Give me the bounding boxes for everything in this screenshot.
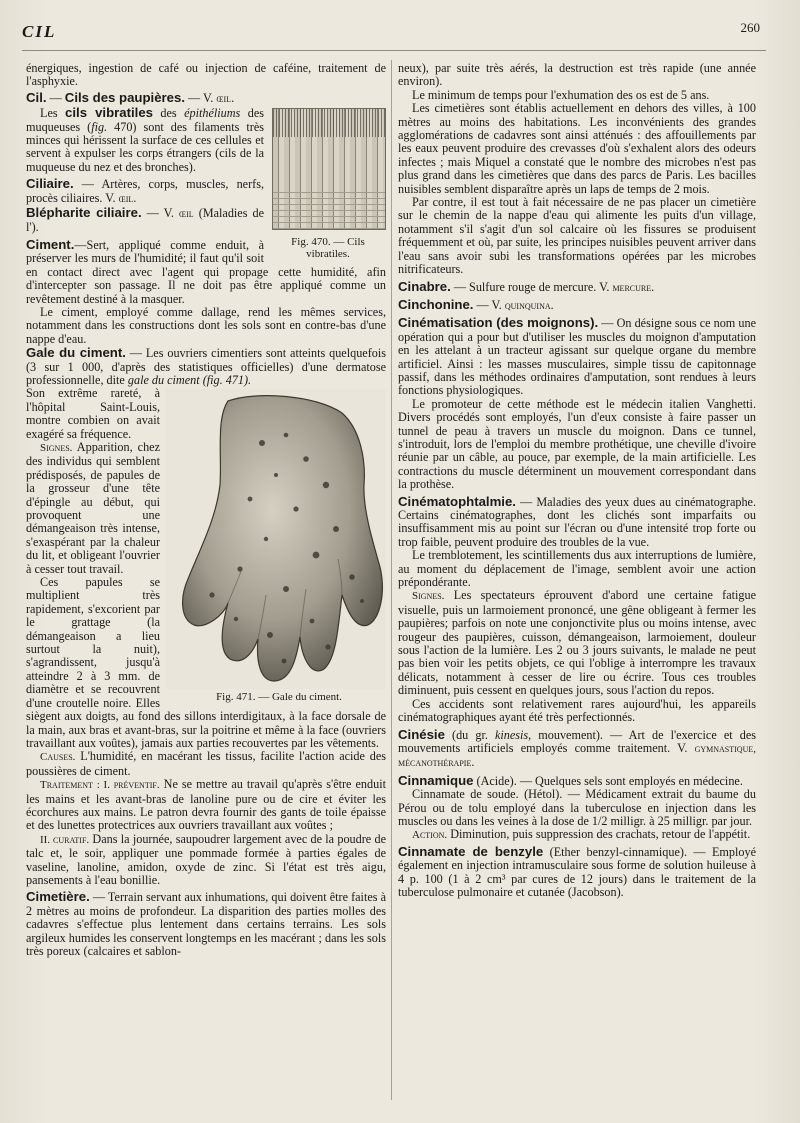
text: Apparition, chez des individus qui semblent prédisposés, de papules de la grosseur d'une tête d'épingle au début, qui provoquent une démangeaison très intense, s'exaspérant par la chaleur du lit, et obligeant l'ouvrier à cesser tout travail. <box>26 439 160 576</box>
section-label: Causes. <box>40 751 76 764</box>
figure-caption: Fig. 471. — Gale du ciment. <box>216 691 342 704</box>
running-head: CIL <box>22 22 57 41</box>
entry-signes <box>398 589 756 697</box>
text: Ne se mettre au travail qu'après s'être enduit les mains et les avant-bras de lanoline pure ou de cire et éviter les écorchures aux mains. Le patron devra fournir des gants de toile épaisse et des lunettes protectrices aux ouvriers travaillant aux voûtes ; <box>26 777 386 833</box>
figure-caption: Fig. 470. — Cils vibratiles. <box>291 236 365 261</box>
text: — V. <box>141 206 179 221</box>
text: — Sulfure rouge de mercure. V. <box>450 279 613 294</box>
punctuation: . <box>471 755 475 770</box>
paragraph: Les cimetières sont établis actuellement en dehors des villes, à 100 mètres au moins des habitations. Les inconvénients des grandes agglomérations de cadavres sont ainsi atténués : des affouillements par les eaux peuvent produire des crevasses d'où s'exhalent alors des odeurs infectes ; mais Miquel a constaté que le nombre des microbes n'est pas plus grand dans les cimetières que dans des parcs de Paris. Les bacilles nuisibles semblent disparaître après un laps de temps de 2 mois. <box>398 101 756 196</box>
punctuation: . <box>651 279 655 294</box>
entry-cinnamate-de-benzyle <box>398 845 756 900</box>
entry-cinabre <box>398 280 756 295</box>
page-number: 260 <box>740 20 760 35</box>
text: des muqueuses ( <box>26 106 264 134</box>
header-rule <box>22 50 766 51</box>
headword: Cimetière. <box>26 889 90 905</box>
italic-text: kinesis <box>494 727 529 742</box>
text: des <box>152 106 185 121</box>
section-label: Signes. <box>40 441 73 454</box>
paragraph: Le promoteur de cette méthode est le médecin italien Vanghetti. Divers procédés sont employés, l'un d'eux consiste à faire passer un tunnel de peau à travers un muscle du moignon. Dans ce tunnel, s'introduit, lors de l'emploi du membre prothétique, une cheville d'ivoire réunie par un câble, au pouce, par exemple, de la main artificielle. Les contractions du muscle déterminent un mouvement correspondant dans la prothèse. <box>398 396 756 492</box>
section-label: Traitement : I. préventif. <box>40 779 160 792</box>
text: Dans la journée, saupoudrer largement avec de la poudre de talc et, le soir, appliquer une pommade formée à parties égales de vaseline, lanoline, amidon, oxyde de zinc. Si l'état est très aigu, pansements à l'eau bonillie. <box>26 831 386 887</box>
text: —Sert, appliqué comme enduit, à préserver les murs de l'humidité; il faut qu'il soit en contact direct avec l'agent qui propage cette humidité, afin d'intercepter son passage. Il ne doit pas être appliqué comme un revêtement destiné à la masquer. <box>26 237 386 306</box>
entry-cil <box>26 91 386 106</box>
text: Diminution, puis suppression des crachats, retour de l'appétit. <box>447 827 751 842</box>
text: 470) sont des filaments très minces qui hérissent la surface de ces cellules et servent à expulser les corps étrangers (cils de la muqueuse du nez et des bronches). <box>26 119 264 174</box>
entry-cinematophtalmie <box>398 495 756 550</box>
entry-curatif <box>26 833 386 888</box>
cross-reference: — V. <box>185 90 217 105</box>
headword: Cils des paupières. <box>64 89 185 105</box>
headword: Ciment. <box>26 236 75 252</box>
entry-cimetiere <box>26 890 386 958</box>
dash: — <box>46 90 65 105</box>
punctuation: . <box>550 297 554 312</box>
headword: Cinésie <box>398 726 445 742</box>
italic-text: gale du ciment <box>127 372 200 387</box>
text: (Acide). — Quelques sels sont employés en médecine. <box>473 773 743 788</box>
headword: Cinématophtalmie. <box>398 493 516 509</box>
text: — Artères, corps, muscles, nerfs, procès ciliaires. V. <box>26 177 264 205</box>
punctuation: . <box>231 90 235 105</box>
entry-cinnamate-de-soude: Cinnamate de soude. (Hétol). — Médicament extrait du baume du Pérou ou de tolu employé dans la tuberculose en injection dans les muscles ou dans les veines à la dose de 1/2 milligr. à 25 milligr. par jour. <box>398 787 756 828</box>
entry-cinematisation <box>398 316 756 397</box>
figure-470 <box>270 108 386 260</box>
paragraph: énergiques, ingestion de café ou injection de caféine, traitement de l'asphyxie. <box>26 61 386 89</box>
headword: Blépharite ciliaire. <box>26 205 142 221</box>
headword: Cinnamique <box>398 772 474 788</box>
entry-cinesie <box>398 728 756 771</box>
text: (Ether benzyl-cinnamique). — Employé également en injection intramusculaire sous forme de solution huileuse à 4 p. 100 (1 à 2 cm³ par cures de 12 jours) dans le traitement de la tuberculose pulmonaire et cutanée (Jacobson). <box>398 844 756 899</box>
figure-reference: (fig. 471). <box>199 372 252 387</box>
entry-gale-du-ciment <box>26 346 386 387</box>
text: (du gr. <box>444 727 495 742</box>
text: — Maladies des yeux dues au cinématographe. Certains cinématographes, dont les clichés sont imparfaits ou insuffisamment mis au point sur l'écran ou d'une intensité trop forte ou trop faible, peuvent produire des troubles de la vue. <box>398 494 756 549</box>
headword: Gale du ciment. <box>26 345 126 361</box>
cross-reference-target: quinquina <box>504 299 551 312</box>
paragraph: neux), par suite très aérés, la destruction est très rapide (une année environ). <box>398 61 756 89</box>
cross-reference-target: mercure <box>612 281 652 294</box>
paragraph: Le minimum de temps pour l'exhumation des os est de 5 ans. <box>412 87 710 102</box>
ciliated-cells-illustration <box>272 108 386 230</box>
headword: cils vibratiles <box>65 105 153 121</box>
right-column <box>398 62 756 899</box>
cross-reference-target: œil <box>216 92 232 105</box>
figure-471 <box>166 389 392 704</box>
section-label: Action. <box>412 829 448 842</box>
text: Les spectateurs éprouvent d'abord une certaine fatigue visuelle, puis un larmoiement prononcé, une gêne obligeant à fermer les paupières; parfois on note une conjonctivite plus ou moins intense, avec rougeur des paupières, cuisson, démangeaison, larmoiement, douleur sous l'action de la lumière. Les 2 ou 3 jours suivants, le malade ne peut pas bien voir les petits objets, ce qui l'oblige à interrompre les travaux délicats, notamment à cesser de lire ou écrire. Tous ces troubles diminuent, puis cessent en quelques jours, sous l'action du repos. <box>398 588 756 698</box>
paragraph: Ces papules se multiplient très rapidement, s'excorient par le grattage (la démangeaison a lieu surtout la nuit), s'agrandissent, jusqu'à atteindre 2 à 3 mm. de diamètre et se recouvrent d'une croutelle noire. Elles siègent aux doigts, au fond des sillons interdigitaux, à la face dorsale de la main, aux bras et avant-bras, sur la poitrine et même à la face (ouvriers travaillant aux voûtes), jamais aux parties recouvertes par les vêtements. <box>26 575 386 750</box>
entry-action <box>398 828 756 842</box>
text: — On désigne sous ce nom une opération qui a pour but d'utiliser les muscles du moignon d'amputation en les attelant à un tracteur agissant sur quelque organe du membre artificiel. Ainsi : les masses musculaires, simple tissu de capitonnage passif, dans les méthodes ordinaires d'amputation, sont rendues à leurs fonctions physiologiques. <box>398 316 756 398</box>
cross-reference-target: gymnastique, mécanothérapie <box>398 742 756 770</box>
cross-reference-target: œil <box>179 208 194 221</box>
entry-cinchonine <box>398 298 756 313</box>
headword: Cil. <box>26 89 47 105</box>
paragraph: Le ciment, employé comme dallage, rend les mêmes services, notamment dans les constructions dont les sols sont en contre-bas d'une nappe d'eau. <box>26 304 386 346</box>
headword: Cinchonine. <box>398 296 474 312</box>
text: , mouvement). — Art de l'exercice et des mouvements artificiels employés comme traitement. V. <box>398 727 756 755</box>
paragraph: Le tremblotement, les scintillements dus aux interruptions de lumière, au moment du déplacement de l'image, semblent avoir une action prépondérante. <box>398 548 756 590</box>
headword: Ciliaire. <box>26 176 74 192</box>
paragraph: Ces accidents sont relativement rares aujourd'hui, les appareils cinématographiques ayant été très perfectionnés. <box>398 696 756 725</box>
paragraph: Par contre, il est tout à fait nécessaire de ne pas placer un cimetière sur le chemin de la nappe d'eau qui alimente les puits d'un village, notamment s'il s'agit d'un sol calcaire où les fissures se produisent fréquemment et où, par suite, les principes nuisibles peuvent arriver dans l'eau sans avoir subi les transformations opérées par les microbes nitrificateurs. <box>398 195 756 277</box>
hand-with-cement-dermatitis-illustration <box>166 389 386 689</box>
text: — V. <box>473 297 505 312</box>
punctuation: . <box>133 190 137 205</box>
section-label: II. curatif. <box>40 833 90 846</box>
paragraph: Son extrême rareté, à l'hôpital Saint-Louis, montre combien on avait exagéré sa fréquence. <box>26 386 160 441</box>
text: (Maladies de l'). <box>26 206 264 235</box>
cross-reference-target: œil <box>118 192 134 205</box>
text: — Terrain servant aux inhumations, qui doivent être faites à 2 mètres au moins de profondeur. La disparition des parties molles des cadavres s'effectue plus lentement dans certains terrains. Les sols argileux humides les conservent longtemps en les macérant ; dans les sols très poreux (calcaires et sablon- <box>26 890 386 958</box>
headword: Cinématisation (des moignons). <box>398 315 599 331</box>
section-label: Signes. <box>412 590 445 603</box>
headword: Cinabre. <box>398 278 451 294</box>
entry-causes <box>26 750 386 778</box>
entry-traitement <box>26 778 386 833</box>
figure-reference: fig. <box>91 119 108 134</box>
headword: Cinnamate de benzyle <box>398 843 544 859</box>
italic-text: épithéliums <box>184 106 241 121</box>
left-column <box>26 62 386 958</box>
text: L'humidité, en macérant les tissus, facilite l'action acide des poussières de ciment. <box>26 749 386 778</box>
text: — Les ouvriers cimentiers sont atteints quelquefois (3 sur 1 000, d'après des statistiques officielles) d'une dermatose professionnelle, dite <box>26 346 386 387</box>
text: Les <box>40 106 66 121</box>
entry-cinnamique <box>398 774 756 788</box>
